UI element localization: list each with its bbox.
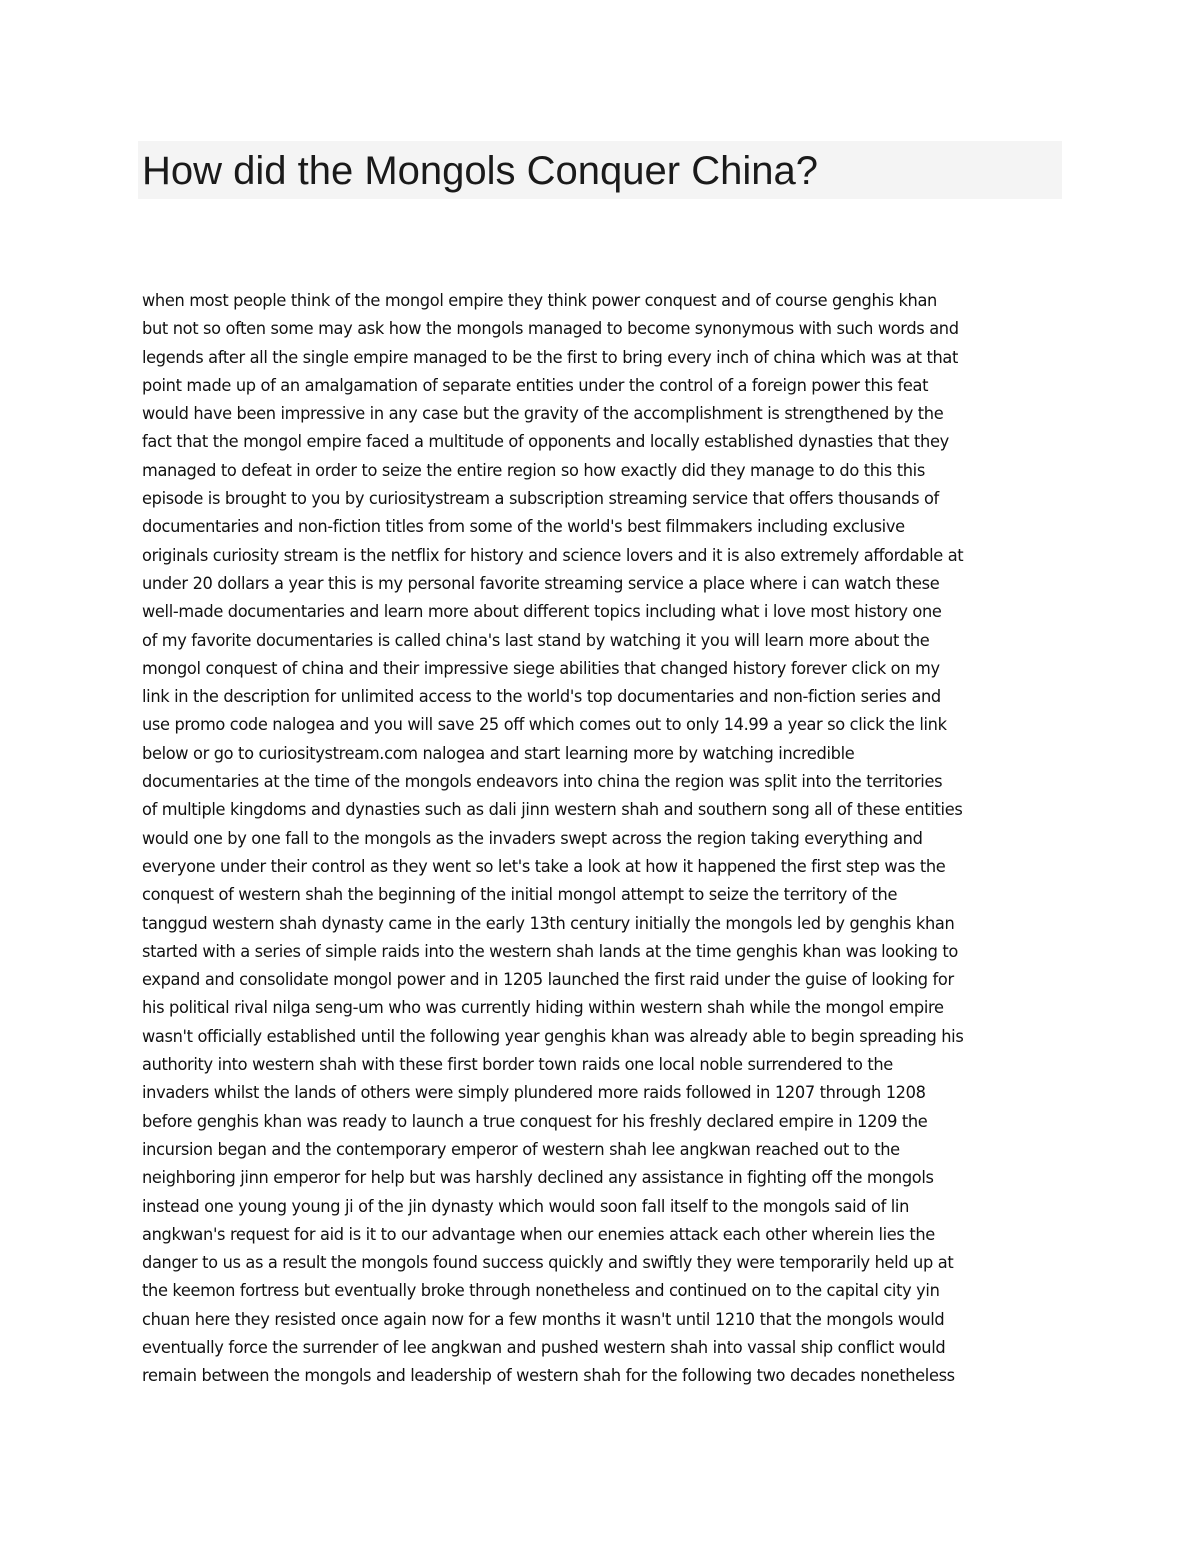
body-line: below or go to curiositystream.com nalogea and start learning more by watching incredible — [142, 743, 855, 763]
body-line: of my favorite documentaries is called china's last stand by watching it you will learn more about the — [142, 630, 930, 650]
body-line: under 20 dollars a year this is my personal favorite streaming service a place where i can watch these — [142, 573, 940, 593]
body-line: legends after all the single empire managed to be the first to bring every inch of china which was at that — [142, 347, 958, 367]
body-line: originals curiosity stream is the netflix for history and science lovers and it is also extremely affordable at — [142, 545, 964, 565]
body-line: the keemon fortress but eventually broke through nonetheless and continued on to the capital city yin — [142, 1281, 940, 1301]
body-line: neighboring jinn emperor for help but was harshly declined any assistance in fighting off the mongols — [142, 1168, 934, 1188]
body-line: well-made documentaries and learn more about different topics including what i love most history one — [142, 602, 942, 622]
body-line: started with a series of simple raids into the western shah lands at the time genghis khan was looking to — [142, 941, 958, 961]
body-line: angkwan's request for aid is it to our advantage when our enemies attack each other wherein lies the — [142, 1224, 935, 1244]
body-line: managed to defeat in order to seize the entire region so how exactly did they manage to do this this — [142, 460, 925, 480]
body-text — [142, 287, 1072, 1391]
body-line: before genghis khan was ready to launch a true conquest for his freshly declared empire in 1209 the — [142, 1111, 928, 1131]
body-line: expand and consolidate mongol power and in 1205 launched the first raid under the guise of looking for — [142, 970, 954, 990]
body-line: danger to us as a result the mongols found success quickly and swiftly they were temporarily held up at — [142, 1253, 954, 1273]
body-line: conquest of western shah the beginning of the initial mongol attempt to seize the territory of the — [142, 885, 898, 905]
body-line: but not so often some may ask how the mongols managed to become synonymous with such words and — [142, 319, 959, 339]
body-line: remain between the mongols and leadership of western shah for the following two decades nonetheless — [142, 1366, 955, 1386]
title-highlight — [138, 141, 1062, 199]
body-line: mongol conquest of china and their impressive siege abilities that changed history forever click on my — [142, 658, 940, 678]
body-line: tanggud western shah dynasty came in the early 13th century initially the mongols led by genghis khan — [142, 913, 955, 933]
body-line: documentaries at the time of the mongols endeavors into china the region was split into the territories — [142, 772, 943, 792]
body-line: episode is brought to you by curiositystream a subscription streaming service that offers thousands of — [142, 489, 939, 509]
page-title: How did the Mongols Conquer China? — [142, 149, 818, 193]
body-line: instead one young young ji of the jin dynasty which would soon fall itself to the mongols said of lin — [142, 1196, 910, 1216]
body-line: point made up of an amalgamation of separate entities under the control of a foreign power this feat — [142, 375, 929, 395]
body-line: would one by one fall to the mongols as the invaders swept across the region taking everything and — [142, 828, 923, 848]
body-line: when most people think of the mongol empire they think power conquest and of course genghis khan — [142, 291, 937, 310]
body-line: chuan here they resisted once again now for a few months it wasn't until 1210 that the mongols would — [142, 1309, 945, 1329]
body-line: of multiple kingdoms and dynasties such as dali jinn western shah and southern song all of these entities — [142, 800, 963, 820]
body-line: fact that the mongol empire faced a multitude of opponents and locally established dynasties that they — [142, 432, 949, 452]
body-line: would have been impressive in any case but the gravity of the accomplishment is strengthened by the — [142, 404, 944, 424]
body-line: eventually force the surrender of lee angkwan and pushed western shah into vassal ship conflict would — [142, 1337, 946, 1357]
body-line: use promo code nalogea and you will save 25 off which comes out to only 14.99 a year so click the link — [142, 715, 947, 735]
body-line: authority into western shah with these first border town raids one local noble surrendered to the — [142, 1055, 893, 1075]
body-line: invaders whilst the lands of others were simply plundered more raids followed in 1207 through 1208 — [142, 1083, 926, 1103]
body-line: everyone under their control as they went so let's take a look at how it happened the first step was the — [142, 856, 946, 876]
body-line: wasn't officially established until the following year genghis khan was already able to begin spreading his — [142, 1026, 964, 1046]
body-line: his political rival nilga seng-um who was currently hiding within western shah while the mongol empire — [142, 998, 944, 1018]
body-line: incursion began and the contemporary emperor of western shah lee angkwan reached out to the — [142, 1139, 900, 1159]
body-line: documentaries and non-fiction titles from some of the world's best filmmakers including exclusive — [142, 517, 905, 537]
body-line: link in the description for unlimited access to the world's top documentaries and non-fiction series and — [142, 687, 941, 707]
